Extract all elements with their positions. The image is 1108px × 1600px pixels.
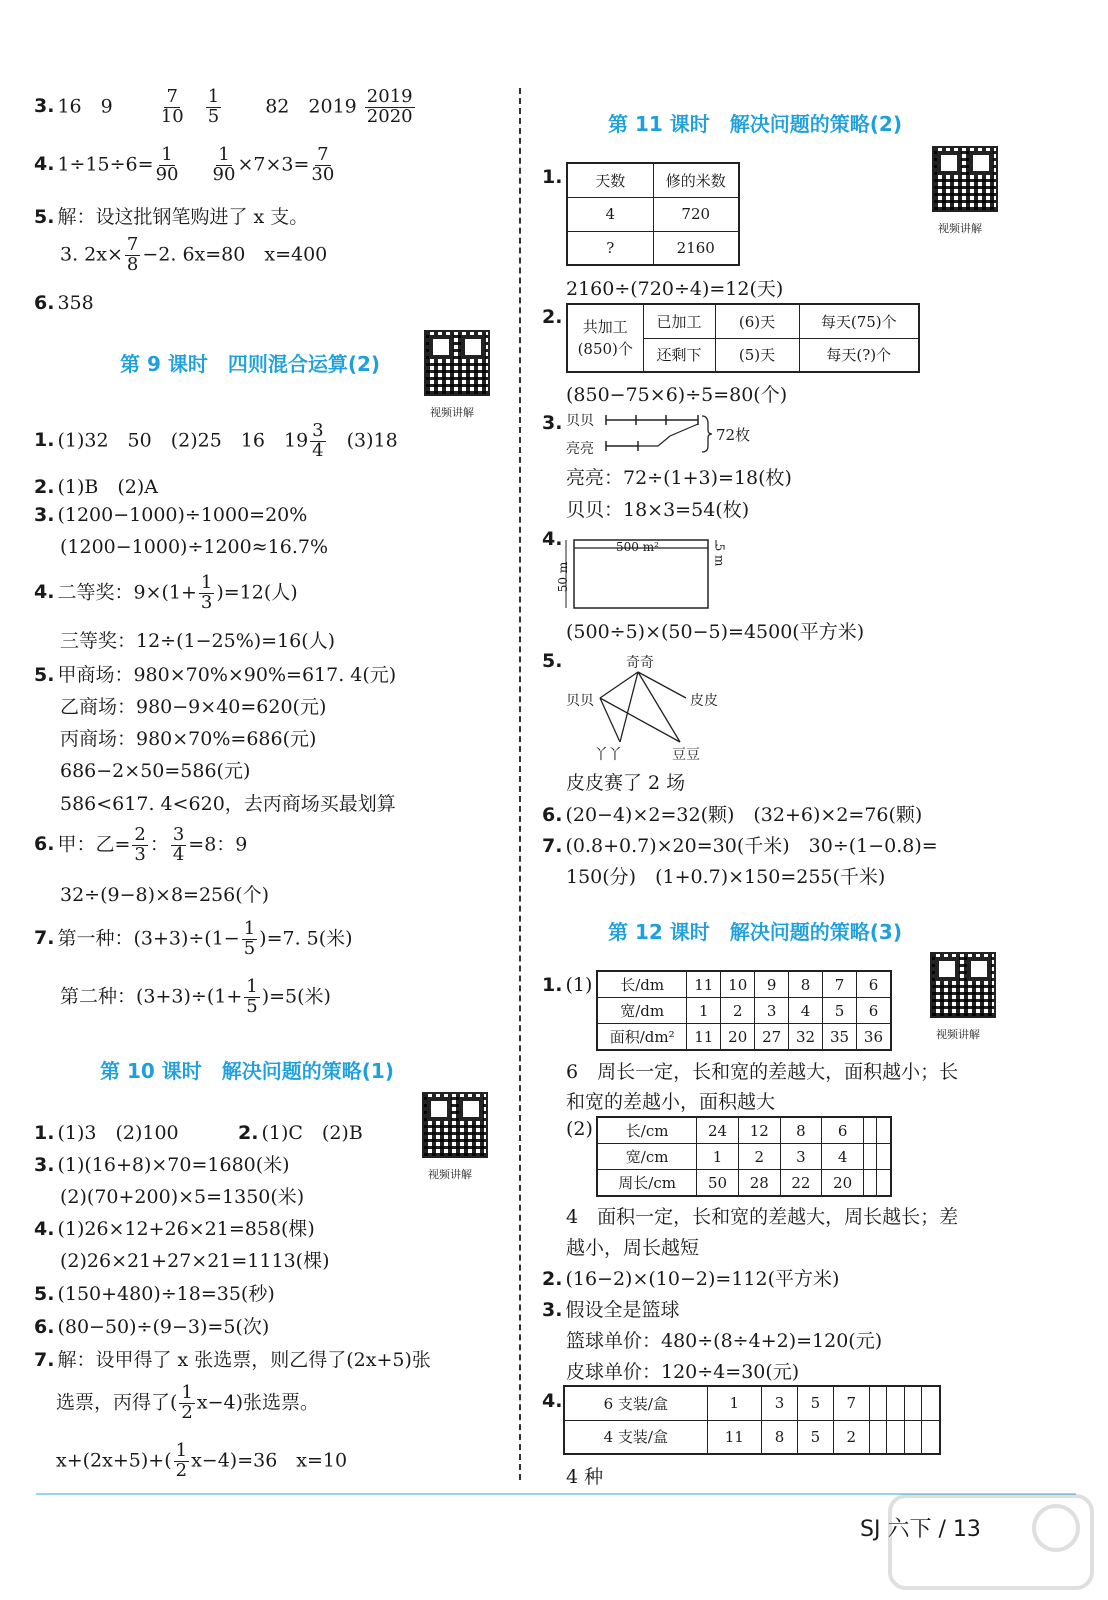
s12-q1-answer2-line1: 4 面积一定，长和宽的差越大，周长越长；差 [566, 1206, 959, 1228]
s11-q5-num: 5. [542, 650, 563, 672]
s12-q3: 3. 假设全是篮球 [542, 1299, 680, 1321]
table-cell: 6 [822, 1117, 864, 1144]
table-cell [877, 1170, 891, 1197]
s9-q3-line2: (1200−1000)÷1200≈16.7% [60, 536, 329, 558]
table-cell: 4 [789, 998, 823, 1024]
table-cell: 24 [697, 1117, 739, 1144]
s10-q5: 5. (150+480)÷18=35(秒) [34, 1283, 275, 1305]
heading-lesson-12: 第 12 课时 解决问题的策略(3) [608, 920, 902, 944]
table-cell [922, 1420, 940, 1454]
table-cell: 3 [762, 1386, 798, 1420]
table-cell: 1 [687, 998, 721, 1024]
s10-q4-line2: (2)26×21+27×21=1113(棵) [60, 1250, 330, 1272]
table-cell: 35 [823, 1024, 857, 1051]
s12-q1: 1. (1) [542, 974, 593, 996]
s12-q1-table2 [596, 1116, 892, 1197]
table-cell: 已加工 [643, 304, 715, 338]
qr-code-lesson-9[interactable] [424, 330, 490, 396]
table-cell [877, 1117, 891, 1144]
s9-q5-line3: 丙商场：980×70%=686(元) [60, 728, 317, 750]
table-cell: 22 [780, 1170, 822, 1197]
table-cell: 修的米数 [653, 163, 739, 197]
s11-q7-line2: 150(分) (1+0.7)×150=255(千米) [566, 866, 886, 888]
table-cell: 宽/cm [597, 1144, 697, 1170]
table-cell: 2 [721, 998, 755, 1024]
s12-q4-table [563, 1385, 941, 1455]
s11-q5-p1: 奇奇 [626, 655, 654, 671]
table-cell: 11 [687, 1024, 721, 1051]
s11-q3-num: 3. [542, 412, 563, 434]
s12-q4-num: 4. [542, 1390, 563, 1412]
s11-q3-total: 72枚 [716, 426, 751, 444]
table-cell: (6)天 [715, 304, 799, 338]
s9-q5-line4: 686−2×50=586(元) [60, 760, 251, 782]
left-q6: 6. 358 [34, 292, 94, 314]
qr-code-lesson-11[interactable] [932, 146, 998, 212]
table-cell: 36 [856, 1024, 891, 1051]
watermark-logo [886, 1492, 1096, 1592]
s10-q7-line3: x+(2x+5)+( $\frac{1}{2}$ x−4)=36 x=10 [56, 1440, 348, 1481]
s12-q1-p2: (2) [566, 1118, 593, 1140]
s12-q3-line3: 皮球单价：120÷4=30(元) [566, 1361, 800, 1383]
table-cell: 4 [822, 1144, 864, 1170]
s12-q2: 2. (16−2)×(10−2)=112(平方米) [542, 1268, 840, 1290]
s10-q2: 2. (1)C (2)B [238, 1122, 363, 1144]
s9-q7-line2: 第二种：(3+3)÷(1+ $\frac{1}{5}$ )=5(米) [60, 976, 331, 1017]
qr-label: 视频讲解 [938, 222, 982, 235]
table-cell: 8 [789, 971, 823, 998]
s9-q5-line5: 586<617. 4<620，去丙商场买最划算 [60, 793, 396, 815]
table-cell: 2 [833, 1420, 869, 1454]
s11-q3-line2: 贝贝：18×3=54(枚) [566, 499, 750, 521]
left-q3: 3. 16 9 $\frac{7}{10}$ $\frac{1}{5}$ 82 2019 $\frac{2019}{2020}$ [34, 86, 413, 127]
table-cell: 6 [856, 971, 891, 998]
heading-lesson-10: 第 10 课时 解决问题的策略(1) [100, 1059, 394, 1083]
s11-q5-p3: 皮皮 [690, 693, 718, 709]
table-cell: 面积/dm² [597, 1024, 687, 1051]
table-cell: 6 [856, 998, 891, 1024]
qr-code-lesson-10[interactable] [422, 1092, 488, 1158]
table-cell: (5)天 [715, 338, 799, 372]
table-cell: 1 [707, 1386, 761, 1420]
table-cell: 11 [707, 1420, 761, 1454]
s11-q3-line1: 亮亮：72÷(1+3)=18(枚) [566, 467, 792, 489]
table-cell: 9 [755, 971, 789, 998]
s11-q5-match-diagram [560, 660, 740, 760]
table-cell: 周长/cm [597, 1170, 697, 1197]
s11-q1-table [566, 162, 740, 266]
table-cell: 长/cm [597, 1117, 697, 1144]
table-cell [869, 1420, 886, 1454]
s12-q1-table1 [596, 970, 892, 1051]
s11-q2-answer: (850−75×6)÷5=80(个) [566, 384, 788, 406]
table-cell: 3 [780, 1144, 822, 1170]
table-cell: 5 [797, 1420, 833, 1454]
s9-q2: 2. (1)B (2)A [34, 476, 158, 498]
table-cell: 8 [780, 1117, 822, 1144]
qr-label: 视频讲解 [428, 1168, 472, 1181]
table-cell: 7 [823, 971, 857, 998]
s9-q6: 6. 甲：乙= $\frac{2}{3}$ ： $\frac{3}{4}$ =8：9 [34, 824, 248, 865]
table-cell [904, 1386, 921, 1420]
table-cell [877, 1144, 891, 1170]
heading-lesson-11: 第 11 课时 解决问题的策略(2) [608, 112, 902, 136]
s10-q6: 6. (80−50)÷(9−3)=5(次) [34, 1316, 270, 1338]
s11-q4-num: 4. [542, 528, 563, 550]
table-cell: 5 [797, 1386, 833, 1420]
s10-q7: 7. 解：设甲得了 x 张选票，则乙得了(2x+5)张 [34, 1349, 431, 1371]
table-cell: 4 [567, 197, 653, 231]
table-cell [887, 1420, 904, 1454]
s9-q7: 7. 第一种：(3+3)÷(1− $\frac{1}{5}$ )=7. 5(米) [34, 918, 353, 959]
s11-q4-height-label: 50 m [556, 561, 571, 593]
s9-q6-line2: 32÷(9−8)×8=256(个) [60, 884, 270, 906]
s9-q3: 3. (1200−1000)÷1000=20% [34, 504, 308, 526]
s11-q3-name1: 贝贝 [566, 413, 594, 429]
left-q4: 4. 1÷15÷6= $\frac{1}{90}$ $\frac{1}{90}$ ×7×3= $\frac{7}{30}$ [34, 144, 335, 185]
s10-q3: 3. (1)(16+8)×70=1680(米) [34, 1154, 290, 1176]
s12-q3-line2: 篮球单价：480÷(8÷4+2)=120(元) [566, 1330, 883, 1352]
qr-label: 视频讲解 [430, 406, 474, 419]
table-cell: 28 [738, 1170, 780, 1197]
table-cell: 11 [687, 971, 721, 998]
column-divider [519, 88, 521, 1480]
s12-q1-answer1-line1: 6 周长一定，长和宽的差越大，面积越小；长 [566, 1061, 959, 1083]
table-cell [863, 1117, 876, 1144]
s9-q5: 5. 甲商场：980×70%×90%=617. 4(元) [34, 664, 397, 686]
s11-q2-table [566, 303, 920, 373]
s12-q1-answer2-line2: 越小，周长越短 [566, 1237, 700, 1259]
table-cell: 2160 [653, 231, 739, 265]
table-cell: 每天(?)个 [799, 338, 919, 372]
table-cell: 6 支装/盒 [564, 1386, 707, 1420]
table-cell: 20 [721, 1024, 755, 1051]
s11-q4-answer: (500÷5)×(50−5)=4500(平方米) [566, 621, 865, 643]
table-cell: 4 支装/盒 [564, 1420, 707, 1454]
s9-q4-line2: 三等奖：12÷(1−25%)=16(人) [60, 630, 336, 652]
table-cell: 1 [697, 1144, 739, 1170]
table-cell: 宽/dm [597, 998, 687, 1024]
table-cell: 7 [833, 1386, 869, 1420]
s11-q4-area-label: 500 m² [616, 540, 659, 554]
table-cell: 共加工 (850)个 [567, 304, 643, 372]
s11-q2-num: 2. [542, 306, 563, 328]
s9-q4: 4. 二等奖：9×(1+ $\frac{1}{3}$ )=12(人) [34, 572, 298, 613]
s11-q4-width-label: 5 m [712, 543, 727, 567]
left-q5: 5. 解：设这批钢笔购进了 x 支。 [34, 206, 309, 228]
s11-q1-num: 1. [542, 166, 563, 188]
table-cell [904, 1420, 921, 1454]
table-cell [869, 1386, 886, 1420]
s11-q5-p5: 豆豆 [672, 747, 700, 763]
table-cell [863, 1144, 876, 1170]
s11-q5-p4: 丫丫 [594, 747, 622, 763]
s9-q1: 1. (1)32 50 (2)25 16 19 $\frac{3}{4}$ (3)18 [34, 420, 398, 461]
table-cell: 天数 [567, 163, 653, 197]
heading-lesson-9: 第 9 课时 四则混合运算(2) [120, 352, 381, 376]
s12-q1-answer1-line2: 和宽的差越小，面积越大 [566, 1091, 776, 1113]
table-cell: 50 [697, 1170, 739, 1197]
table-cell [922, 1386, 940, 1420]
s11-q1-answer: 2160÷(720÷4)=12(天) [566, 278, 784, 300]
s10-q3-line2: (2)(70+200)×5=1350(米) [60, 1186, 305, 1208]
s11-q3-name2: 亮亮 [566, 441, 594, 457]
s11-q7: 7. (0.8+0.7)×20=30(千米) 30÷(1−0.8)= [542, 835, 938, 857]
table-cell: 720 [653, 197, 739, 231]
table-cell: 每天(75)个 [799, 304, 919, 338]
table-cell: 长/dm [597, 971, 687, 998]
table-cell: 27 [755, 1024, 789, 1051]
table-cell: 8 [762, 1420, 798, 1454]
table-cell: 5 [823, 998, 857, 1024]
table-cell [863, 1170, 876, 1197]
s10-q7-line2: 选票，丙得了( $\frac{1}{2}$ x−4)张选票。 [56, 1382, 320, 1423]
s10-q1: 1. (1)3 (2)100 [34, 1122, 179, 1144]
qr-code-lesson-12[interactable] [930, 952, 996, 1018]
s10-q4: 4. (1)26×12+26×21=858(棵) [34, 1218, 315, 1240]
table-cell: 20 [822, 1170, 864, 1197]
s11-q5-p2: 贝贝 [566, 693, 594, 709]
s9-q5-line2: 乙商场：980−9×40=620(元) [60, 696, 327, 718]
table-cell: 还剩下 [643, 338, 715, 372]
table-cell: 3 [755, 998, 789, 1024]
left-q5-eq: 3. 2x× $\frac{7}{8}$ −2. 6x=80 x=400 [60, 234, 328, 275]
s11-q6: 6. (20−4)×2=32(颗) (32+6)×2=76(颗) [542, 804, 923, 826]
table-cell [887, 1386, 904, 1420]
table-cell: 32 [789, 1024, 823, 1051]
table-cell: ? [567, 231, 653, 265]
page-footer: SJ 六下 / 13 [860, 1517, 981, 1542]
table-cell: 12 [738, 1117, 780, 1144]
table-cell: 10 [721, 971, 755, 998]
s11-q5-answer: 皮皮赛了 2 场 [566, 772, 686, 794]
qr-label: 视频讲解 [936, 1028, 980, 1041]
table-cell: 2 [738, 1144, 780, 1170]
s12-q4-answer: 4 种 [566, 1466, 604, 1488]
